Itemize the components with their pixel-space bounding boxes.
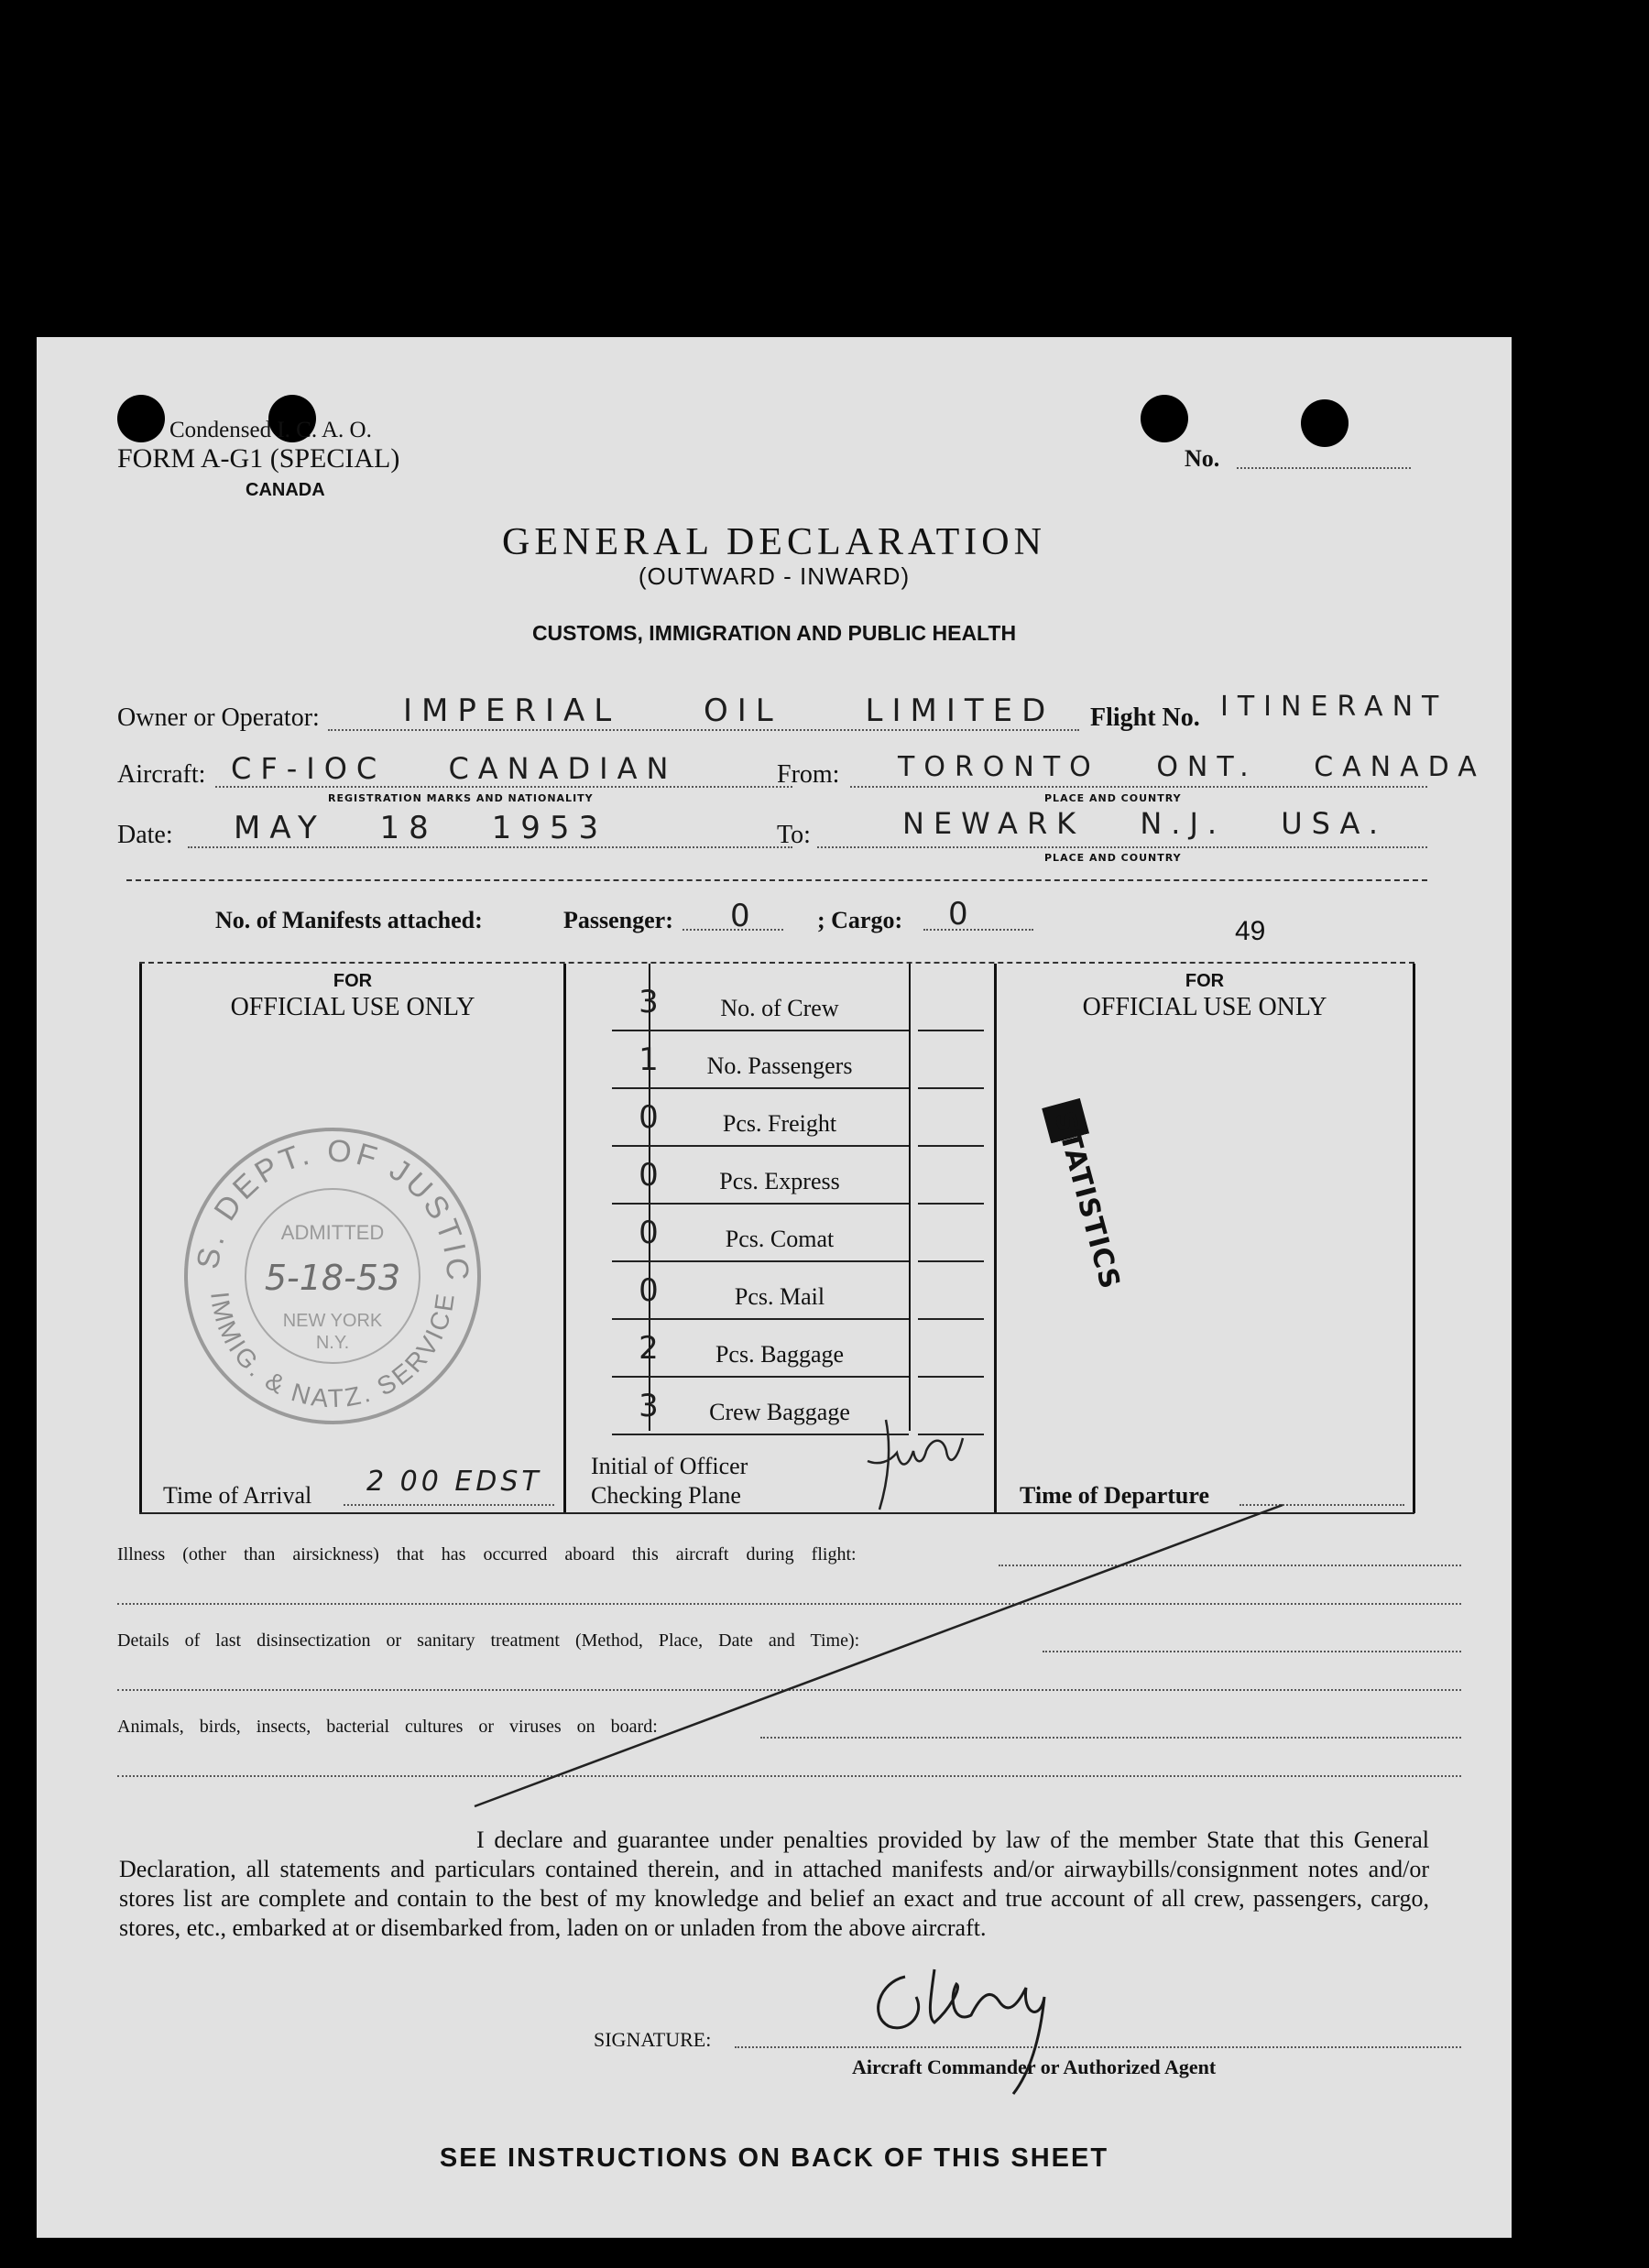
- stamp-state: N.Y.: [315, 1333, 350, 1353]
- signature-line[interactable]: [735, 2046, 1461, 2048]
- aircraft-field[interactable]: CF-IOC CANADIAN: [231, 751, 678, 786]
- official-right-line1: FOR: [1185, 971, 1225, 991]
- to-caption: PLACE AND COUNTRY: [1044, 852, 1182, 864]
- form-line-1: Condensed I. C. A. O.: [169, 418, 372, 442]
- count-value[interactable]: 3: [639, 1388, 659, 1424]
- count-value[interactable]: 0: [639, 1099, 659, 1136]
- from-label: From:: [777, 760, 840, 789]
- to-label: To:: [777, 821, 811, 849]
- cancel-stroke: [37, 337, 1512, 2238]
- departure-label: Time of Departure: [1020, 1482, 1209, 1509]
- arrival-label: Time of Arrival: [163, 1482, 312, 1509]
- instructions-footer: SEE INSTRUCTIONS ON BACK OF THIS SHEET: [439, 2143, 1109, 2173]
- arrival-time-field[interactable]: 2 00 EDST: [366, 1466, 542, 1498]
- aircraft-caption: REGISTRATION MARKS AND NATIONALITY: [328, 792, 594, 804]
- count-label: Crew Baggage: [709, 1399, 850, 1425]
- form-country: CANADA: [246, 480, 325, 500]
- count-value[interactable]: 0: [639, 1157, 659, 1194]
- stamp-top-text: S. DEPT. OF JUSTIC: [190, 1133, 475, 1285]
- animals-label: Animals, birds, insects, bacterial cultures or viruses on board:: [117, 1717, 658, 1737]
- to-field[interactable]: NEWARK N.J. USA.: [902, 806, 1388, 841]
- from-caption: PLACE AND COUNTRY: [1044, 792, 1182, 804]
- form-line-2: FORM A-G1 (SPECIAL): [117, 443, 400, 474]
- passenger-manifest-field[interactable]: 0: [730, 898, 759, 934]
- aircraft-label: Aircraft:: [117, 760, 206, 789]
- officer-label-line2: Checking Plane: [591, 1482, 741, 1509]
- date-label: Date:: [117, 821, 173, 849]
- count-value[interactable]: 3: [639, 984, 659, 1020]
- declaration-text: I declare and guarantee under penalties provided by law of the member State that this General Declaration, all statements and particulars contained therein, and in attached manifests and/or airwaybills/consignment notes and/or stores list are complete and contain to the best of my knowledge and belief an exact and true account of all crew, passengers, cargo, stores, etc., embarked at or disembarked from, laden on or unladen from the above aircraft.: [119, 1826, 1429, 1941]
- form-sheet: [37, 337, 1512, 2238]
- official-left-line2: OFFICIAL USE ONLY: [230, 993, 475, 1021]
- count-label: No. Passengers: [706, 1052, 853, 1079]
- count-value[interactable]: 2: [639, 1330, 659, 1367]
- count-value[interactable]: 1: [639, 1041, 659, 1078]
- section-heading: CUSTOMS, IMMIGRATION AND PUBLIC HEALTH: [531, 621, 1017, 645]
- manifests-label: No. of Manifests attached:: [215, 907, 483, 933]
- count-value[interactable]: 0: [639, 1272, 659, 1309]
- cargo-manifest-field[interactable]: 0: [948, 896, 977, 932]
- signature-caption: Aircraft Commander or Authorized Agent: [852, 2055, 1217, 2078]
- count-label: Pcs. Comat: [725, 1226, 835, 1252]
- stamp-number: 49: [1235, 916, 1266, 946]
- official-left-line1: FOR: [333, 971, 373, 991]
- form-number-label: No.: [1185, 445, 1220, 472]
- passenger-label: Passenger:: [563, 907, 673, 933]
- count-label: Pcs. Baggage: [715, 1341, 845, 1368]
- cargo-label: ; Cargo:: [817, 907, 903, 933]
- page-subtitle: (OUTWARD - INWARD): [638, 562, 911, 590]
- date-field[interactable]: MAY 18 1953: [234, 810, 608, 846]
- count-label: Pcs. Express: [719, 1168, 840, 1194]
- flight-label: Flight No.: [1090, 703, 1200, 732]
- officer-label-line1: Initial of Officer: [591, 1453, 748, 1479]
- stamp-status: ADMITTED: [280, 1221, 385, 1244]
- disinsect-label: Details of last disinsectization or sanitary treatment (Method, Place, Date and Time):: [117, 1630, 860, 1651]
- statistics-stamp: STATISTICS: [1042, 1098, 1131, 1303]
- flight-field[interactable]: ITINERANT: [1220, 691, 1448, 723]
- signature-label: SIGNATURE:: [594, 2028, 712, 2051]
- stamp-date: 5-18-53: [264, 1258, 401, 1298]
- official-right-line2: OFFICIAL USE ONLY: [1082, 993, 1327, 1021]
- count-label: No. of Crew: [720, 995, 839, 1021]
- count-label: Pcs. Freight: [722, 1110, 837, 1137]
- owner-label: Owner or Operator:: [117, 703, 320, 732]
- from-field[interactable]: TORONTO ONT. CANADA: [898, 751, 1486, 783]
- stamp-bottom-text: IMMIG. & NATZ. SERVICE: [205, 1289, 461, 1413]
- stamp-city: NEW YORK: [282, 1311, 383, 1331]
- count-label: Pcs. Mail: [734, 1283, 825, 1310]
- count-value[interactable]: 0: [639, 1215, 659, 1251]
- page-title: GENERAL DECLARATION: [502, 521, 1046, 563]
- owner-field[interactable]: IMPERIAL OIL LIMITED: [403, 692, 1055, 729]
- illness-label: Illness (other than airsickness) that has occurred aboard this aircraft during flight:: [117, 1544, 857, 1565]
